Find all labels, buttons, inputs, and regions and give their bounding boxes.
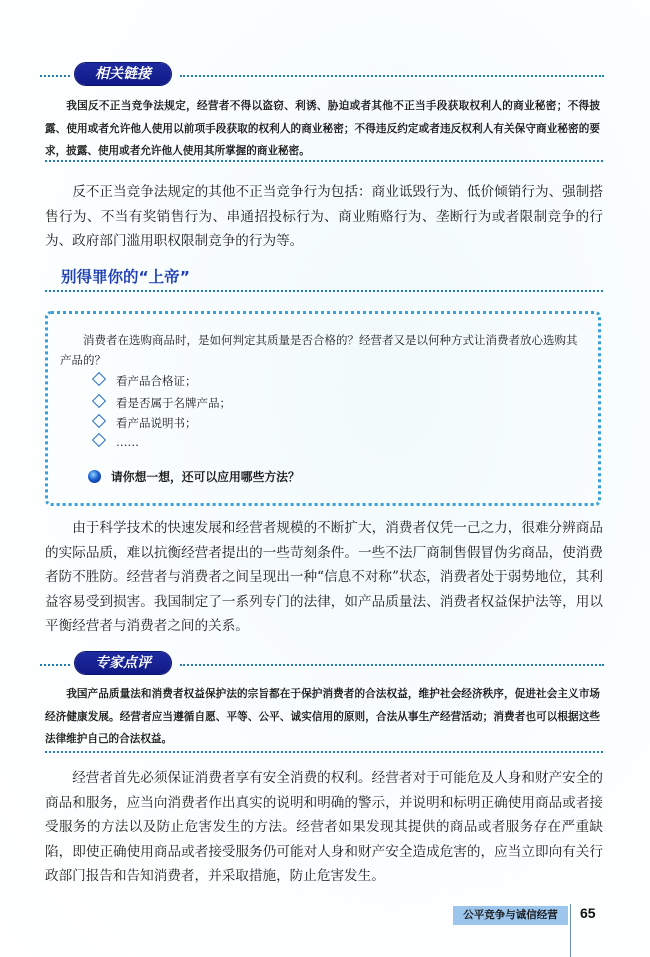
dotted-rule: [45, 290, 603, 292]
diamond-icon: [92, 414, 106, 428]
dotted-rule: [45, 160, 603, 162]
related-links-badge: 相关链接: [75, 63, 171, 85]
chapter-tab: 公平竞争与诚信经营: [453, 906, 568, 925]
section-title: 别得罪你的“上帝”: [61, 268, 190, 286]
paragraph-1: 反不正当竞争法规定的其他不正当竞争行为包括：商业诋毁行为、低价倾销行为、强制搭售行为、不当有奖销售行为、串通招投标行为、商业贿赂行为、垄断行为或者限制竞争的行为、政府部门滥用职权限制竞争的行为等。: [45, 184, 603, 249]
expert-comment-badge: 专家点评: [75, 652, 171, 674]
list-item: 看是否属于名牌产品；: [92, 395, 231, 411]
dotted-rule: [45, 751, 603, 753]
dotted-rule: [180, 75, 604, 77]
paragraph-3: 经营者首先必须保证消费者享有安全消费的权利。经营者对于可能危及人身和财产安全的商品和服务，应当向消费者作出真实的说明和明确的警示，并说明和标明正确使用商品或者接受服务的方法以及防止危害发生的方法。经营者如果发现其提供的商品或者服务存在严重缺陷，即使正确使用商品或者接受服务仍可能对人身和财产安全造成危害的，应当立即向有关行政部门报告和告知消费者，并采取措施，防止危害发生。: [45, 770, 603, 884]
discussion-question: 消费者在选购商品时，是如何判定其质量是否合格的？经营者又是以何种方式让消费者放心选购其产品的？: [60, 333, 578, 367]
page-number: 65: [580, 905, 596, 921]
diamond-icon: [92, 394, 106, 408]
diamond-icon: [92, 372, 106, 386]
dotted-rule: [40, 75, 70, 77]
dotted-rule: [180, 664, 604, 666]
globe-icon: [88, 470, 101, 483]
dotted-rule: [40, 664, 70, 666]
list-item: 看产品说明书；: [92, 415, 197, 431]
think-prompt: 请你想一想，还可以应用哪些方法？: [111, 470, 300, 484]
expert-comment-text: 我国产品质量法和消费者权益保护法的宗旨都在于保护消费者的合法权益，维护社会经济秩序，促进社会主义市场经济健康发展。经营者应当遵循自愿、平等、公平、诚实信用的原则，合法从事生产经营活动；消费者也可以根据这些法律维护自己的合法权益。: [45, 688, 600, 745]
list-item: 看产品合格证；: [92, 373, 197, 389]
footer-divider: [570, 904, 571, 957]
related-links-text: 我国反不正当竞争法规定，经营者不得以盗窃、利诱、胁迫或者其他不正当手段获取权利人的商业秘密；不得披露、使用或者允许他人使用以前项手段获取的权利人的商业秘密；不得违反约定或者违反权利人有关保守商业秘密的要求，披露、使用或者允许他人使用其所掌握的商业秘密。: [45, 100, 600, 157]
diamond-icon: [92, 433, 106, 447]
list-item: ……: [92, 435, 139, 449]
paragraph-2: 由于科学技术的快速发展和经营者规模的不断扩大，消费者仅凭一己之力，很难分辨商品的实际品质，难以抗衡经营者提出的一些苛刻条件。一些不法厂商制售假冒伪劣商品，使消费者防不胜防。经营者与消费者之间呈现出一种“信息不对称”状态，消费者处于弱势地位，其利益容易受到损害。我国制定了一系列专门的法律，如产品质量法、消费者权益保护法等，用以平衡经营者与消费者之间的关系。: [45, 520, 603, 634]
